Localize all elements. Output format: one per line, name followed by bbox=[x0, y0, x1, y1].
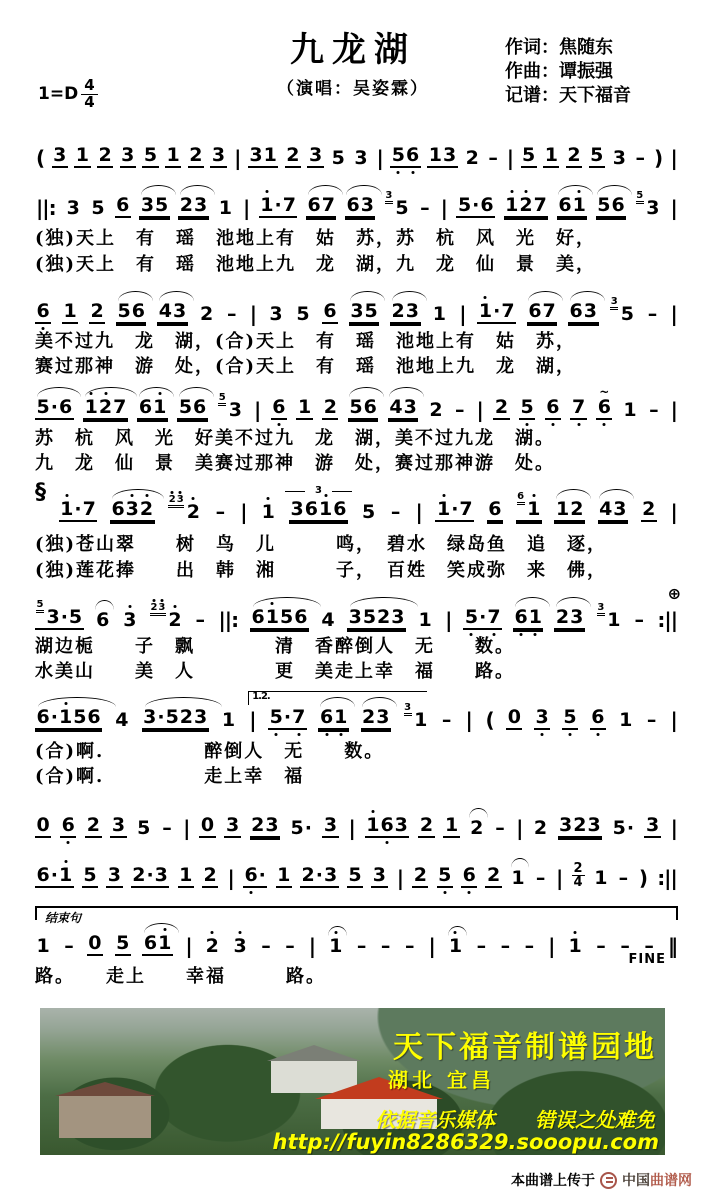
grace-note: 3 bbox=[597, 603, 605, 616]
tuplet-bracket: 3 bbox=[285, 486, 352, 496]
note: 6 ~ bbox=[596, 398, 612, 420]
note: 4 bbox=[321, 609, 335, 631]
notation-line bbox=[35, 691, 678, 732]
note: 1 · 7 bbox=[477, 302, 516, 324]
note: 5 6 bbox=[177, 398, 207, 420]
barline: | bbox=[670, 500, 677, 524]
barline: | bbox=[234, 146, 241, 170]
note: 1 bbox=[218, 197, 232, 219]
note: 5 bbox=[116, 932, 130, 954]
note: 2 bbox=[469, 819, 485, 838]
note: 2 3 bbox=[361, 708, 391, 730]
note: 6 1 bbox=[318, 708, 348, 730]
lyrics-line: (独)莲花捧 出 韩 湘 子， 百姓 笑成弥 来 佛， bbox=[35, 560, 608, 581]
barline: | bbox=[476, 398, 483, 422]
notation-line bbox=[35, 926, 678, 956]
barline: ||: bbox=[36, 196, 56, 220]
note: – bbox=[390, 501, 401, 523]
note: 5 bbox=[331, 147, 345, 169]
grace-note: 3 bbox=[385, 191, 393, 204]
note: – bbox=[646, 709, 657, 731]
note: 2 bbox=[98, 144, 112, 166]
note: 3 5 bbox=[349, 302, 379, 324]
note: 2 bbox=[465, 147, 479, 169]
publisher-name: 天下福音制谱园地 bbox=[393, 1030, 657, 1065]
note: 5 6 bbox=[596, 196, 626, 218]
notation-line bbox=[35, 858, 678, 891]
note: 5 bbox=[590, 144, 604, 166]
note: 1 · 7 bbox=[259, 196, 298, 218]
key-label: 1=D bbox=[38, 84, 79, 105]
note: 0 bbox=[36, 814, 50, 836]
note: 2 bbox=[199, 303, 214, 325]
note: 5 bbox=[522, 144, 536, 166]
note: 1 bbox=[277, 864, 291, 886]
note: – bbox=[162, 817, 172, 839]
note: 4 bbox=[115, 709, 129, 731]
note: 2 bbox=[86, 814, 101, 836]
note: 3 5 2 3 bbox=[347, 608, 406, 630]
note: 6 bbox=[95, 611, 111, 630]
note: 5 bbox=[143, 144, 158, 166]
note: 1 3 bbox=[428, 144, 457, 166]
note: $^3$ 5 bbox=[610, 296, 634, 325]
mordent-sign: ~ bbox=[599, 385, 610, 399]
note: 5 bbox=[519, 398, 535, 420]
note: – bbox=[226, 303, 237, 325]
notation-line bbox=[35, 138, 678, 168]
barline: | bbox=[670, 146, 677, 170]
note: 6 1 5 6 bbox=[250, 608, 309, 630]
note: 3 bbox=[225, 814, 240, 836]
note: 2 bbox=[286, 144, 300, 166]
note: 2 bbox=[567, 144, 581, 166]
note: 1 bbox=[166, 144, 180, 166]
note: 1 bbox=[447, 937, 463, 956]
note: 6 bbox=[323, 300, 337, 322]
grace-note: 5 bbox=[36, 600, 44, 613]
note: 4 3 bbox=[157, 302, 187, 324]
note: 5 bbox=[83, 864, 97, 886]
notation-line bbox=[35, 385, 678, 422]
note: – bbox=[488, 147, 498, 169]
note: – bbox=[535, 867, 546, 889]
note: – bbox=[476, 935, 487, 957]
meter-denominator: 4 bbox=[84, 92, 95, 111]
barline: | bbox=[348, 816, 355, 840]
note: 2 bbox=[323, 396, 337, 418]
barline: | bbox=[506, 146, 514, 170]
note: 6 bbox=[590, 708, 606, 730]
lyrics-line: (独)苍山翠 树 鸟 儿 鸣， 碧水 绿岛鱼 追 逐， bbox=[35, 534, 608, 555]
note: – bbox=[620, 935, 630, 957]
note: 2 · 3 bbox=[301, 864, 338, 886]
barline: ||: bbox=[218, 608, 239, 632]
meter-numerator: 4 bbox=[81, 78, 97, 95]
barline: :|| ⊕ bbox=[657, 584, 680, 632]
barline: | bbox=[185, 934, 192, 958]
note: – bbox=[455, 399, 465, 421]
note: $^5$ 3 · 5 bbox=[36, 599, 83, 628]
note: 6 bbox=[545, 398, 561, 420]
note: – bbox=[356, 935, 367, 957]
note: 4 3 bbox=[598, 500, 628, 522]
note: 5 bbox=[562, 708, 578, 730]
ending-phrase-label: 结束句 bbox=[42, 909, 84, 926]
lyrics-line: (合)啊. 醉倒人 无 数。 bbox=[35, 741, 385, 762]
lyricist-credit: 作词：焦随东 bbox=[505, 37, 613, 58]
note: – bbox=[215, 501, 226, 523]
note: 6 3 bbox=[345, 196, 375, 218]
site-name-red: 曲谱网 bbox=[650, 1173, 692, 1189]
note: 1 2 7 bbox=[83, 398, 128, 420]
note: 1 bbox=[594, 867, 608, 889]
note: 2 bbox=[419, 814, 434, 836]
note: 2 bbox=[90, 300, 104, 322]
note: 1 bbox=[75, 144, 90, 166]
note: 5 6 bbox=[116, 302, 146, 324]
note: 2 3 bbox=[251, 814, 279, 836]
barline: | bbox=[253, 398, 261, 422]
notation-line bbox=[35, 480, 678, 524]
farmhouse-graphic bbox=[59, 1096, 151, 1138]
note: 2 3 bbox=[178, 196, 208, 218]
ending-phrase-bracket bbox=[35, 906, 678, 920]
note: 2 3 bbox=[390, 302, 420, 324]
note: 1 bbox=[432, 303, 447, 325]
grace-note: 2 3 bbox=[168, 495, 184, 508]
note: 1 · 7 bbox=[435, 500, 474, 522]
note: 6 bbox=[271, 398, 287, 420]
lyrics-line: (合)啊. 走上幸 福 bbox=[35, 766, 305, 787]
publisher-url: http://fuyin8286329.sooopu.com bbox=[272, 1130, 659, 1154]
note: – bbox=[634, 609, 644, 631]
note: – bbox=[596, 935, 606, 957]
note: 6 3 2 bbox=[110, 500, 155, 522]
note: 5 bbox=[437, 866, 453, 888]
note: 2 bbox=[189, 144, 203, 166]
barline: | bbox=[240, 500, 247, 524]
time-signature-main bbox=[81, 78, 97, 111]
note: – bbox=[380, 935, 391, 957]
note: 6 bbox=[35, 302, 51, 324]
barline: ‖ bbox=[667, 934, 677, 958]
note: 5 · bbox=[290, 817, 312, 839]
parenthesis: ) bbox=[653, 146, 663, 170]
note: 6 7 bbox=[527, 302, 557, 324]
note: 5 bbox=[91, 197, 105, 219]
barline: | bbox=[516, 816, 523, 840]
publisher-note: 依据音乐媒体 错误之处难免 bbox=[375, 1108, 655, 1132]
barline: | bbox=[227, 866, 234, 890]
note: 6 · 1 bbox=[35, 866, 74, 888]
performer-subtitle: （演唱：吴姿霖） bbox=[277, 79, 429, 99]
barline: | bbox=[428, 934, 435, 958]
barline: | bbox=[459, 302, 466, 326]
note: 5 bbox=[296, 303, 310, 325]
lyrics-line: (独)天上 有 瑶 池地上有 姑 苏，苏 杭 风 光 好， bbox=[35, 228, 597, 249]
grace-note: 2 3 bbox=[150, 603, 166, 616]
note: 3 2 3 bbox=[559, 814, 601, 836]
publisher-photo-banner bbox=[40, 1008, 665, 1155]
note: 6 bbox=[116, 194, 130, 216]
note: 5 · 6 bbox=[457, 194, 494, 216]
note: 1 bbox=[444, 814, 459, 836]
note: 3 bbox=[308, 144, 323, 166]
note: 3 bbox=[269, 303, 283, 325]
lyrics-line: (独)天上 有 瑶 池地上九 龙 湖，九 龙 仙 景 美， bbox=[35, 254, 597, 275]
note: 3 bbox=[534, 708, 550, 730]
note: 2 bbox=[204, 937, 220, 956]
note: – bbox=[495, 817, 505, 839]
note: 3 bbox=[107, 864, 122, 886]
lyrics-line: 路。 走上 幸福 路。 bbox=[35, 966, 326, 987]
note: – bbox=[618, 867, 629, 889]
note: $^5$ 3 bbox=[218, 392, 242, 421]
note: 0 bbox=[507, 706, 521, 728]
note: 3 bbox=[323, 814, 338, 836]
note: $^{2 3}$ 2 bbox=[167, 503, 201, 522]
note: 1 · 7 bbox=[59, 500, 98, 522]
note: 1 bbox=[544, 144, 558, 166]
note: 2 bbox=[642, 498, 656, 520]
note: – bbox=[64, 935, 74, 957]
notation-line bbox=[35, 294, 678, 324]
note: 2 bbox=[429, 399, 443, 421]
note: 0 bbox=[88, 932, 102, 954]
barline: | bbox=[396, 866, 404, 890]
barline: | bbox=[183, 816, 190, 840]
note: 5 bbox=[362, 501, 376, 523]
note: 3 · 5 2 3 bbox=[142, 708, 209, 730]
notation-line bbox=[35, 808, 678, 838]
note: 3 bbox=[53, 144, 67, 166]
note: 2 bbox=[494, 396, 509, 418]
note: – bbox=[441, 709, 452, 731]
note: 1 bbox=[179, 864, 193, 886]
parenthesis: ( bbox=[485, 708, 494, 732]
composer-credit: 作曲：谭振强 bbox=[505, 61, 613, 82]
note: 1 6 3 bbox=[365, 816, 410, 838]
barline: | bbox=[670, 398, 677, 422]
note: 5 · 6 bbox=[35, 398, 74, 420]
note: 3 bbox=[612, 147, 627, 169]
note: 6 · 1 5 6 bbox=[35, 708, 102, 730]
note: 6 1 bbox=[557, 196, 587, 218]
note: 0 bbox=[200, 814, 215, 836]
barline: | bbox=[308, 934, 316, 958]
lyrics-line: 苏 杭 风 光 好美不过九 龙 湖，美不过九龙 湖。 bbox=[35, 428, 555, 449]
barline: | bbox=[415, 500, 422, 524]
note: – bbox=[524, 935, 535, 957]
note: – bbox=[500, 935, 511, 957]
note: 7 bbox=[570, 398, 586, 420]
note: 1 bbox=[328, 937, 344, 956]
note: 3 bbox=[645, 814, 660, 836]
barline: | bbox=[556, 866, 563, 890]
note: 5 · 7 bbox=[463, 608, 502, 630]
note: 1 bbox=[510, 869, 526, 888]
lyrics-line: 美不过九 龙 湖，(合)天上 有 瑶 池地上有 姑 苏， bbox=[35, 331, 577, 352]
barline: | bbox=[445, 608, 452, 632]
note: 3 bbox=[354, 147, 368, 169]
note: 6 bbox=[488, 498, 502, 520]
upload-credit-text: 本曲谱上传于 bbox=[511, 1173, 595, 1189]
note: 1 bbox=[297, 396, 312, 418]
note: 5 bbox=[348, 864, 362, 886]
lyrics-line: 湖边栀 子 飘 清 香醉倒人 无 数。 bbox=[35, 636, 515, 657]
note: 3 bbox=[372, 864, 387, 886]
volta-bracket: 1.2. bbox=[248, 691, 427, 705]
coda-sign: ⊕ bbox=[667, 584, 680, 603]
note: 2 bbox=[413, 864, 427, 886]
note: 3 5 bbox=[139, 196, 169, 218]
note: 5 · 7 bbox=[268, 708, 307, 730]
note: 1 bbox=[619, 709, 633, 731]
note: 1 bbox=[221, 709, 236, 731]
page-title: 九龙湖 bbox=[290, 30, 416, 70]
note: $^5$ 3 bbox=[636, 190, 660, 219]
note: – bbox=[195, 609, 206, 631]
note: 1 2 7 bbox=[504, 196, 549, 218]
qupu-site-logo-icon bbox=[600, 1172, 617, 1189]
barline: | bbox=[548, 934, 555, 958]
note: – bbox=[647, 303, 658, 325]
note: 2 bbox=[533, 817, 548, 839]
barline: | bbox=[249, 302, 257, 326]
barline: | bbox=[376, 146, 383, 170]
note: 1 bbox=[623, 399, 637, 421]
key-signature bbox=[38, 78, 98, 111]
note: – bbox=[261, 935, 271, 957]
notation-line bbox=[35, 584, 680, 632]
note: 1 2 bbox=[554, 500, 584, 522]
barline: | bbox=[670, 708, 677, 732]
fine-label: FINE bbox=[628, 952, 666, 967]
time-signature-change: 2 4 bbox=[573, 860, 583, 891]
barline: | bbox=[670, 302, 677, 326]
note: – bbox=[420, 197, 430, 219]
note: 6 1 bbox=[142, 934, 172, 956]
grace-note: 6 bbox=[517, 492, 525, 505]
barline: :|| bbox=[657, 866, 677, 890]
grace-note: 5 bbox=[636, 191, 644, 204]
segno-sign: § bbox=[35, 480, 46, 505]
grace-note: 5 bbox=[218, 393, 226, 406]
lyrics-line: 水美山 美 人 更 美走上幸 福 路。 bbox=[35, 661, 515, 682]
note: $^6$ 1 bbox=[517, 491, 541, 520]
note: 6 7 bbox=[306, 196, 336, 218]
note: 2 bbox=[203, 864, 217, 886]
note: 4 3 bbox=[388, 398, 418, 420]
note: – bbox=[649, 399, 659, 421]
note: – bbox=[404, 935, 415, 957]
publisher-location: 湖北 宜昌 bbox=[388, 1068, 495, 1092]
barline: | 1.2. bbox=[248, 710, 256, 730]
note: $^3$ 1 bbox=[597, 602, 621, 631]
note: 1 bbox=[260, 503, 276, 522]
note: 1 bbox=[567, 937, 583, 956]
note: 3 6 1 6 3 bbox=[289, 500, 348, 522]
note: 5 · bbox=[612, 817, 635, 839]
credits-block bbox=[505, 36, 631, 108]
note: – bbox=[285, 935, 295, 957]
notation-line bbox=[35, 188, 678, 218]
note: 3 bbox=[232, 937, 248, 956]
lyrics-line: 赛过那神 游 处，(合)天上 有 瑶 池地上九 龙 湖， bbox=[35, 356, 577, 377]
note: 6 bbox=[60, 816, 76, 838]
note: 3 bbox=[122, 611, 138, 630]
note: 5 bbox=[137, 817, 151, 839]
note: – bbox=[644, 935, 654, 957]
barline: | bbox=[242, 196, 250, 220]
site-name-dark: 中国 bbox=[622, 1173, 650, 1189]
note: 3 bbox=[111, 814, 126, 836]
note: 3 bbox=[66, 197, 80, 219]
note: 6 1 bbox=[513, 608, 543, 630]
note: 1 bbox=[63, 300, 77, 322]
grace-note: 3 bbox=[610, 297, 618, 310]
note: 2 · 3 bbox=[132, 864, 168, 886]
note: 2 bbox=[486, 864, 501, 886]
note: 5 6 bbox=[390, 146, 420, 168]
note: 6 3 bbox=[568, 302, 598, 324]
note: 1 bbox=[418, 609, 432, 631]
transcriber-credit: 记谱：天下福音 bbox=[505, 85, 631, 106]
barline: | bbox=[465, 708, 472, 732]
barline: | bbox=[440, 196, 447, 220]
note: – bbox=[635, 147, 645, 169]
barline: | bbox=[670, 196, 677, 220]
note: 6 1 bbox=[137, 398, 167, 420]
grace-note: 3 bbox=[404, 703, 412, 716]
note: 5 6 bbox=[348, 398, 378, 420]
parenthesis: ( bbox=[36, 146, 45, 170]
parenthesis: ) bbox=[638, 866, 647, 890]
note: 3 bbox=[121, 144, 135, 166]
note: $^{2 3}$ 2 bbox=[149, 611, 183, 630]
note: 6 · bbox=[243, 866, 267, 888]
note: 1 bbox=[36, 935, 50, 957]
note: 3 1 bbox=[249, 144, 277, 166]
note: 6 bbox=[461, 866, 477, 888]
note: $^3$ 5 bbox=[385, 190, 409, 219]
lyrics-line: 九 龙 仙 景 美赛过那神 游 处，赛过那神游 处。 bbox=[35, 453, 555, 474]
note: $^3$ 1 bbox=[404, 702, 428, 731]
site-name bbox=[622, 1170, 692, 1190]
barline: | bbox=[670, 816, 677, 840]
note: 3 bbox=[211, 144, 226, 166]
upload-credit-footer bbox=[511, 1170, 692, 1190]
note: 2 3 bbox=[554, 608, 584, 630]
